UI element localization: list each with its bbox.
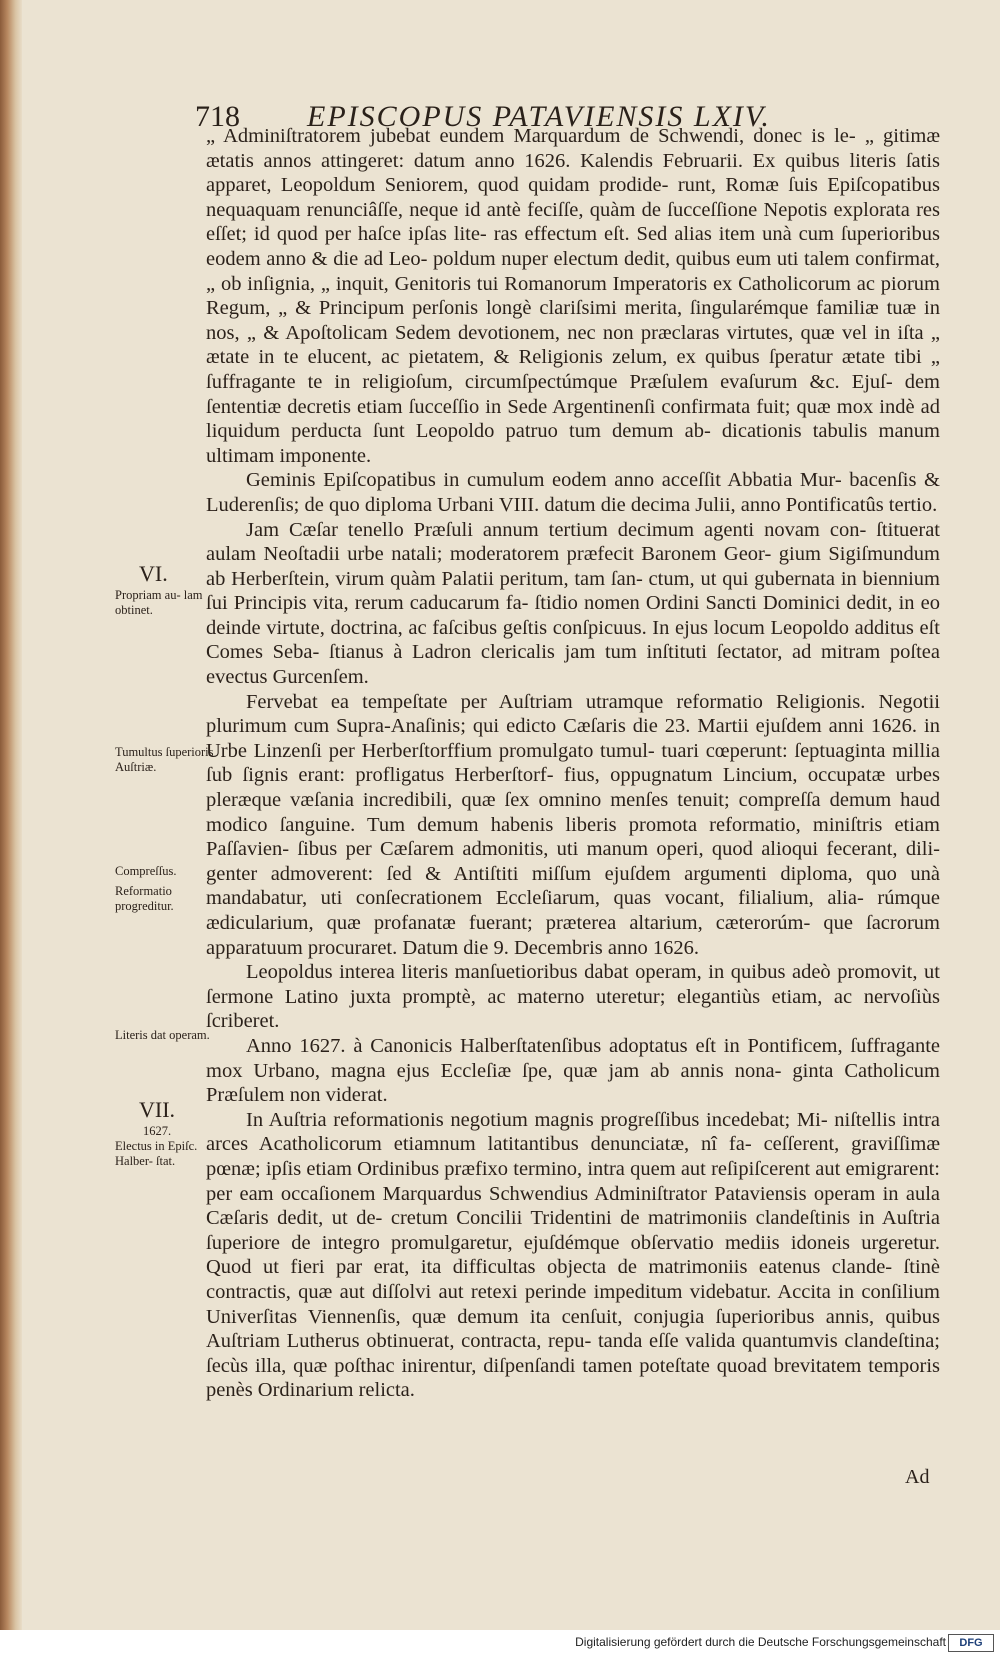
- paragraph-4: Fervebat ea tempeſtate per Auſtriam utramque reformatio Religionis. Negotii plurimum cum Supra-Anaſinis; qui edicto Cæſaris die 23. Martii ejuſdem anni 1626. in Urbe Linzenſi per Herberſtorffium promulgato tumul- tuari cœperunt: ſeptuaginta millia ſub ſignis erant: profligatus Herberſtorf- fius, oppugnatum Lincium, occupatæ urbes pleræque væſania incredibili, quæ ſex omnino menſes tenuit; compreſſa demum haud modico ſanguine. Tum demum habenis liberis promota reformatio, miniſtris etiam Paſſavien- ſibus per Cæſarem admonitis, uti manum operi, quod alioqui fecerant, dili- genter admoverent: ſed & Antiſtiti miſſum ejuſdem argumenti diploma, quo unà mandabatur, uti conſecrationem Eccleſiarum, quas vocant, filialium, alia- rúmque ædicularium, quæ profanatæ fuerant; præterea altarium, cæterorúm- que ſacrorum apparatuum procuraret. Datum die 9. Decembris anno 1626.: [206, 690, 940, 959]
- paragraph-2: Geminis Epiſcopatibus in cumulum eodem anno acceſſit Abbatia Mur- bacenſis & Luderenſis; de quo diploma Urbani VIII. datum die decima Julii, anno Pontificatûs tertio.: [206, 469, 940, 516]
- main-text: [206, 124, 940, 1403]
- dfg-logo: DFG: [948, 1634, 994, 1652]
- book-spine-edge: [0, 0, 22, 1630]
- margin-note-tumultus: Tumultus ſuperioris Auſtriæ.: [115, 745, 214, 774]
- margin-note-compressus: Compreſſus.: [115, 864, 177, 878]
- paragraph-1: „ Adminiſtratorem jubebat eundem Marquardum de Schwendi, donec is le- „ gitimæ ætatis annos attingeret: datum anno 1626. Kalendis Februarii. Ex quibus literis ſatis apparet, Leopoldum Seniorem, quod quidam prodide- runt, Romæ ſuis Epiſcopatibus nequaquam renunciâſſe, neque id antè feciſſe, quàm de ſucceſſione Nepotis explorata res eſſet; id quod per haſce ipſas lite- ras effectum eſt. Sed alias item unà cum ſuperioribus eodem anno & die ad Leo- poldum nuper electum dedit, quibus eum uti talem confirmat, „ ob inſignia, „ inquit, Genitoris tui Romanorum Imperatoris ex Catholicorum ac piorum Regum, „ & Principum perſonis longè clariſsimi merita, ſingularémque familiæ tuæ in nos, „ & Apoſtolicam Sedem devotionem, nec non præclaras virtutes, quæ vel in iſta „ ætate in te elucent, ac pietatem, & Religionis zelum, ex quibus ſperatur ætate tibi „ ſuffragante te in religioſum, circumſpectúmque Præſulem evaſurum &c. Ejuſ- dem ſententiæ decretis etiam ſucceſſio in Sede Argentinenſi confirmata fuit; quæ mox indè ad liquidum perducta ſunt Leopoldo patruo tum demum ab- dicationis tabulis manum ultimam imponente.: [206, 125, 940, 467]
- paragraph-6: Anno 1627. à Canonicis Halberſtatenſibus adoptatus eſt in Pontificem, ſuffragante mox Urbano, magna ejus Eccleſiæ ſpe, quæ jam ab annis nona- ginta Catholicum Præſulem non viderat.: [206, 1034, 940, 1107]
- margin-section-numeral-vi: VI.: [139, 561, 168, 586]
- paragraph-7: In Auſtria reformationis negotium magnis progreſſibus incedebat; Mi- niſtellis intra arces Acatholicorum etiamnum latitantibus denunciatæ, nî fa- ceſſerent, graviſſimæ pœnæ; ipſis etiam Ordinibus præfixo termino, intra quem aut reſipiſcerent aut emigrarent: per eam occaſionem Marquardus Schwendius Adminiſtrator Pataviensis operam in aula Cæſaris dedit, ut de- cretum Concilii Tridentini de matrimoniis clandeſtinis in Auſtria ſuperiore de integro promulgaretur, ejuſdémque obſervatio mediis idoneis urgeretur. Quod ut fieri par erat, ita difficultas objecta de matrimoniis eatenus clande- ſtinè contractis, quæ aut diſſolvi aut retexi perinde impeditum videbatur. Accita in conſilium Univerſitas Viennenſis, quæ demum ita cenſuit, conjugia ſuperioribus annis, quibus Auſtriam Lutherus obtinuerat, contracta, repu- tanda eſſe valida quantumvis clandeſtina; ſecùs illa, quæ poſthac inirentur, diſpenſandi tamen poteſtate quoad brevitatem temporis penès Ordinarium relicta.: [206, 1108, 940, 1402]
- margin-note-year: 1627.: [143, 1124, 172, 1138]
- footer-credit: Digitalisierung gefördert durch die Deutsche Forschungsgemeinschaft: [575, 1635, 946, 1649]
- margin-note-text: Electus in Epiſc. Halber- ſtat.: [115, 1139, 198, 1168]
- paragraph-3: Jam Cæſar tenello Præſuli annum tertium decimum agenti novam con- ſtituerat aulam Neoſtadii urbe natali; moderatorem præfecit Baronem Geor- gium Sigiſmundum ab Herberſtein, virum quàm Palatii peritum, tam ſan- ctum, ut qui gubernata in biennium ſui Principis vita, rerum caducarum fa- ſtidio nomen Ordini Sancti Dominici dedit, in eo deinde virtute, doctrina, ac faſcibus geſtis conſpicuus. In ejus locum Leopoldo additus eſt Comes Seba- ſtianus à Ladron clericalis jam tum inſtituti ſectator, ad mitram poſtea evectus Gurcenſem.: [206, 518, 940, 689]
- margin-note-literis: Literis dat operam.: [115, 1028, 210, 1042]
- margin-section-numeral-vii: VII.: [139, 1097, 176, 1122]
- margin-note-vi: [115, 562, 225, 618]
- margin-note-reformatio: Reformatio progreditur.: [115, 884, 174, 913]
- margin-note-vii: [115, 1098, 225, 1169]
- margin-note-text: Propriam au- lam obtinet.: [115, 588, 203, 617]
- paragraph-5: Leopoldus interea literis manſuetioribus dabat operam, in quibus adeò promovit, ut ſermone Latino juxta promptè, ac materno uteretur; elegantiùs etiam, ac nervoſiùs ſcriberet.: [206, 961, 940, 1033]
- page-number: 718: [195, 100, 240, 133]
- catchword: Ad: [905, 1466, 930, 1488]
- digitization-footer: [0, 1630, 1000, 1655]
- running-title: EPISCOPUS PATAVIENSIS LXIV.: [307, 100, 771, 133]
